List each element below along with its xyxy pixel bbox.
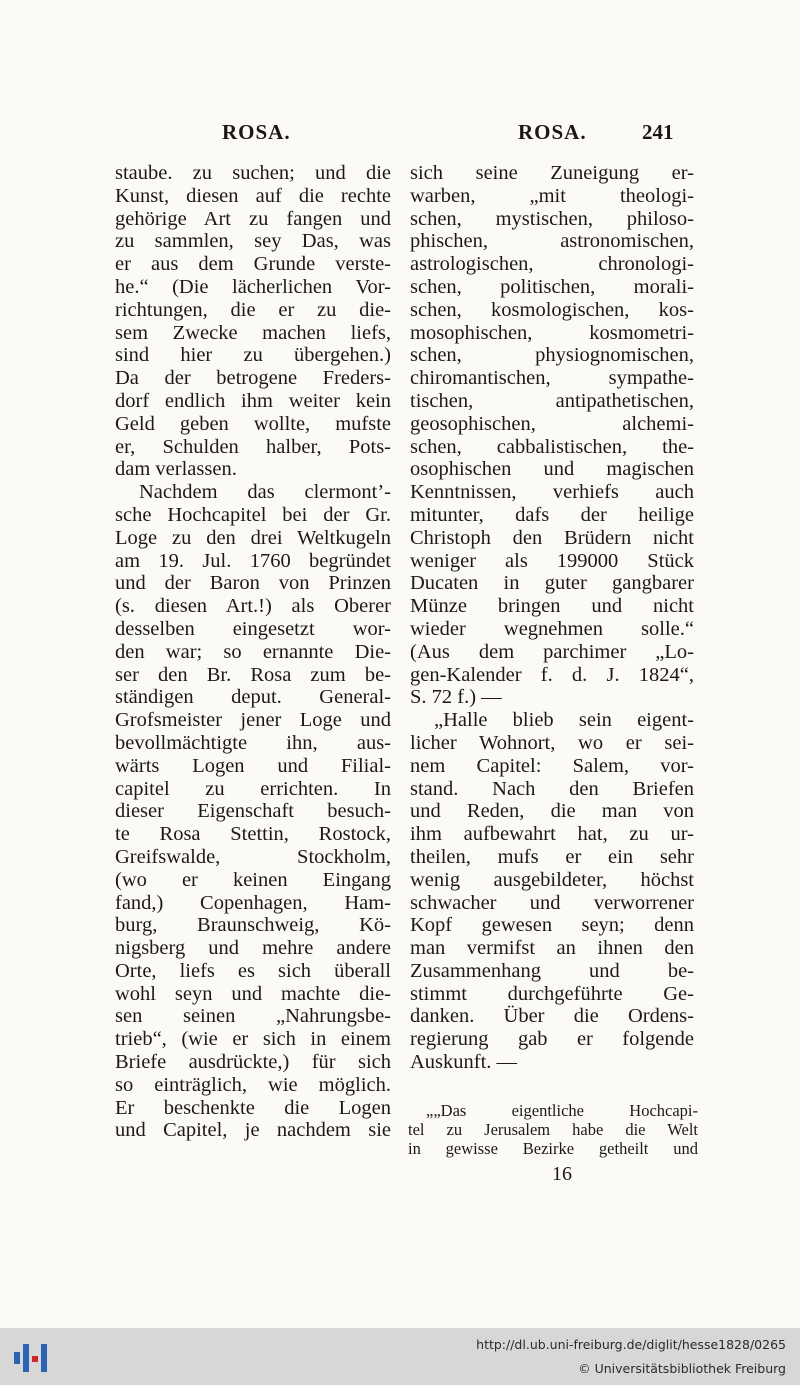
- text-line: osophischen und magischen: [410, 458, 694, 481]
- text-line: fand,) Copenhagen, Ham-: [115, 891, 391, 914]
- text-line: ihm aufbewahrt hat, zu ur-: [410, 823, 694, 846]
- running-head-left: ROSA.: [222, 120, 291, 144]
- text-line: (wo er keinen Eingang: [115, 868, 391, 891]
- text-line: sich seine Zuneigung er-: [410, 162, 694, 184]
- text-line: chiromantischen, sympathe-: [410, 367, 694, 390]
- text-line: Ducaten in guter gangbarer: [410, 572, 694, 595]
- text-line: Briefe ausdrückte,) für sich: [115, 1051, 391, 1074]
- text-line: dorf endlich ihm weiter kein: [115, 389, 391, 412]
- text-line: ständigen deput. General-: [115, 686, 391, 709]
- text-line: burg, Braunschweig, Kö-: [115, 914, 391, 937]
- text-line: schen, mystischen, philoso-: [410, 207, 694, 230]
- text-line: danken. Über die Ordens-: [410, 1005, 694, 1028]
- text-line: „„Das eigentliche Hochcapi-: [426, 1101, 698, 1120]
- quote-block: [408, 1101, 698, 1158]
- text-line: Er beschenkte die Logen: [115, 1096, 391, 1119]
- text-line: capitel zu errichten. In: [115, 777, 391, 800]
- running-head-right: ROSA.: [518, 120, 587, 144]
- text-line: in gewisse Bezirke getheilt und: [408, 1139, 698, 1158]
- text-line: te Rosa Stettin, Rostock,: [115, 823, 391, 846]
- text-line: wohl seyn und machte die-: [115, 982, 391, 1005]
- text-line: warben, „mit theologi-: [410, 184, 694, 207]
- text-line: astrologischen, chronologi-: [410, 253, 694, 276]
- text-line: Greifswalde, Stockholm,: [115, 845, 391, 868]
- text-line: schen, physiognomischen,: [410, 344, 694, 367]
- text-line: am 19. Jul. 1760 begründet: [115, 549, 391, 572]
- text-line: he.“ (Die lächerlichen Vor-: [115, 275, 391, 298]
- text-line: nem Capitel: Salem, vor-: [410, 754, 694, 777]
- text-line: phischen, astronomischen,: [410, 230, 694, 253]
- text-line: Geld geben wollte, mufste: [115, 412, 391, 435]
- text-line: (s. diesen Art.!) als Oberer: [115, 595, 391, 618]
- text-line: mosophischen, kosmometri-: [410, 321, 694, 344]
- text-line: regierung gab er folgende: [410, 1028, 694, 1051]
- text-line: bevollmächtigte ihn, aus-: [115, 731, 391, 754]
- right-column: [410, 162, 694, 1074]
- text-line: trieb“, (wie er sich in einem: [115, 1028, 391, 1051]
- text-line: (Aus dem parchimer „Lo-: [410, 640, 694, 663]
- text-line: theilen, mufs er ein sehr: [410, 845, 694, 868]
- text-line: weniger als 199000 Stück: [410, 549, 694, 572]
- text-line: mitunter, dafs der heilige: [410, 503, 694, 526]
- text-line: Orte, liefs es sich überall: [115, 959, 391, 982]
- text-line: stand. Nach den Briefen: [410, 777, 694, 800]
- text-line: und Reden, die man von: [410, 800, 694, 823]
- text-line: sem Zwecke machen liefs,: [115, 321, 391, 344]
- text-line: ser den Br. Rosa zum be-: [115, 663, 391, 686]
- text-line: Auskunft. —: [410, 1051, 518, 1074]
- text-line: Loge zu den drei Weltkugeln: [115, 526, 391, 549]
- text-line: gehörige Art zu fangen und: [115, 207, 391, 230]
- text-line: desselben eingesetzt wor-: [115, 617, 391, 640]
- page-number: 241: [642, 120, 674, 144]
- text-line: und Capitel, je nachdem sie: [115, 1119, 391, 1142]
- text-line: Münze bringen und nicht: [410, 595, 694, 618]
- text-line: Kenntnissen, verhiefs auch: [410, 481, 694, 504]
- text-line: Grofsmeister jener Loge und: [115, 709, 391, 732]
- text-line: „Halle blieb sein eigent-: [434, 709, 694, 732]
- text-line: schen, politischen, morali-: [410, 275, 694, 298]
- text-line: er aus dem Grunde verste-: [115, 253, 391, 276]
- left-column: [115, 162, 391, 1142]
- text-line: Da der betrogene Freders-: [115, 367, 391, 390]
- text-line: licher Wohnort, wo er sei-: [410, 731, 694, 754]
- library-logo-icon: [12, 1338, 52, 1378]
- copyright-text: © Universitätsbibliothek Freiburg: [578, 1361, 786, 1376]
- text-line: nigsberg und mehre andere: [115, 937, 391, 960]
- text-line: schen, cabbalistischen, the-: [410, 435, 694, 458]
- text-line: Zusammenhang und be-: [410, 959, 694, 982]
- text-line: gen-Kalender f. d. J. 1824“,: [410, 663, 694, 686]
- text-line: schwacher und verworrener: [410, 891, 694, 914]
- signature-mark: 16: [552, 1163, 572, 1185]
- text-line: stimmt durchgeführte Ge-: [410, 982, 694, 1005]
- text-line: richtungen, die er zu die-: [115, 298, 391, 321]
- text-line: Christoph den Brüdern nicht: [410, 526, 694, 549]
- text-line: tischen, antipathetischen,: [410, 389, 694, 412]
- text-line: den war; so ernannte Die-: [115, 640, 391, 663]
- text-line: wenig ausgebildeter, höchst: [410, 868, 694, 891]
- text-line: S. 72 f.) —: [410, 686, 502, 709]
- text-line: sind hier zu übergehen.): [115, 344, 391, 367]
- text-line: Nachdem das clermont’-: [139, 481, 391, 504]
- text-line: wärts Logen und Filial-: [115, 754, 391, 777]
- text-line: tel zu Jerusalem habe die Welt: [408, 1120, 698, 1139]
- text-line: wieder wegnehmen solle.“: [410, 617, 694, 640]
- text-line: er, Schulden halber, Pots-: [115, 435, 391, 458]
- text-line: Kopf gewesen seyn; denn: [410, 914, 694, 937]
- text-line: man vermifst an ihnen den: [410, 937, 694, 960]
- text-line: sche Hochcapitel bei der Gr.: [115, 503, 391, 526]
- text-line: geosophischen, alchemi-: [410, 412, 694, 435]
- text-line: sen seinen „Nahrungsbe-: [115, 1005, 391, 1028]
- text-line: zu sammlen, sey Das, was: [115, 230, 391, 253]
- text-line: Kunst, diesen auf die rechte: [115, 184, 391, 207]
- text-line: schen, kosmologischen, kos-: [410, 298, 694, 321]
- viewer-footer: [0, 1328, 800, 1385]
- text-line: dieser Eigenschaft besuch-: [115, 800, 391, 823]
- text-line: und der Baron von Prinzen: [115, 572, 391, 595]
- page-url-link[interactable]: http://dl.ub.uni-freiburg.de/diglit/hesse1828/0265: [476, 1337, 786, 1352]
- text-line: staube. zu suchen; und die: [115, 162, 391, 184]
- text-line: dam verlassen.: [115, 458, 237, 481]
- text-line: so einträglich, wie möglich.: [115, 1073, 391, 1096]
